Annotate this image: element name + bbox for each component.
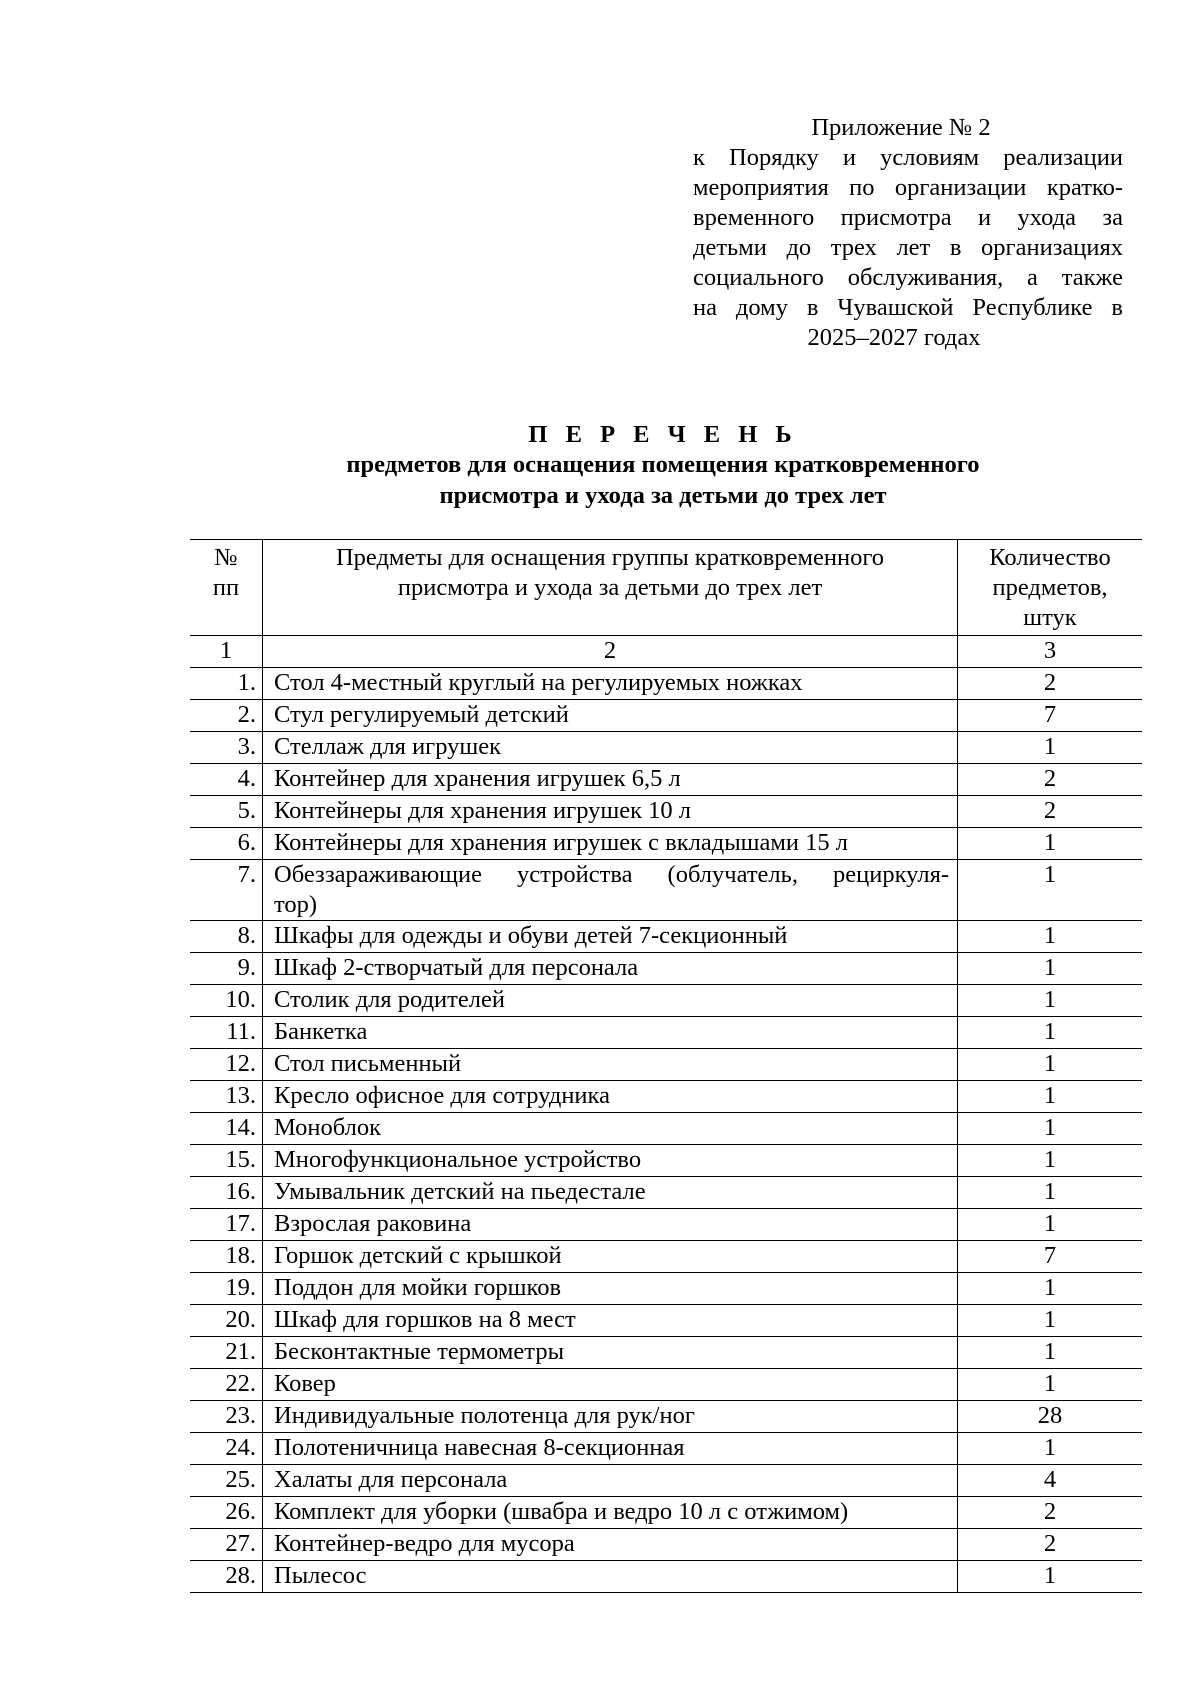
- row-quantity: 1: [958, 1081, 1143, 1113]
- row-number: 21.: [190, 1337, 263, 1369]
- row-quantity: 1: [958, 921, 1143, 953]
- row-item: Столик для родителей: [263, 985, 958, 1017]
- row-number: 18.: [190, 1241, 263, 1273]
- row-item: Стол письменный: [263, 1049, 958, 1081]
- row-item: Банкетка: [263, 1017, 958, 1049]
- document-title: П Е Р Е Ч Е Н Ь: [528, 421, 798, 448]
- row-quantity: 1: [958, 1369, 1143, 1401]
- table-row: [190, 668, 1142, 700]
- appendix-line: детьми до трех лет в организациях: [693, 234, 1123, 261]
- appendix-block: [693, 113, 1123, 353]
- column-number-row: [190, 636, 1142, 668]
- row-number: 26.: [190, 1497, 263, 1529]
- table-row: [190, 985, 1142, 1017]
- table-row: [190, 953, 1142, 985]
- header-items: Предметы для оснащения группы кратковременного присмотра и ухода за детьми до трех лет: [263, 540, 958, 636]
- row-item: Индивидуальные полотенца для рук/ног: [263, 1401, 958, 1433]
- table-row: [190, 1529, 1142, 1561]
- row-number: 12.: [190, 1049, 263, 1081]
- row-quantity: 1: [958, 1145, 1143, 1177]
- appendix-line: мероприятия по организации кратко-: [693, 174, 1123, 201]
- row-number: 11.: [190, 1017, 263, 1049]
- row-item: Многофункциональное устройство: [263, 1145, 958, 1177]
- table-header-row: [190, 540, 1142, 636]
- row-number: 6.: [190, 828, 263, 860]
- row-quantity: 2: [958, 764, 1143, 796]
- row-number: 23.: [190, 1401, 263, 1433]
- row-quantity: 2: [958, 668, 1143, 700]
- document-subtitle: [190, 449, 1136, 511]
- table-row: [190, 1081, 1142, 1113]
- row-item: [263, 860, 958, 921]
- header-quantity: Количество предметов, штук: [958, 540, 1143, 636]
- row-number: 5.: [190, 796, 263, 828]
- row-quantity: 28: [958, 1401, 1143, 1433]
- table-row: [190, 1305, 1142, 1337]
- row-number: 15.: [190, 1145, 263, 1177]
- table-row: [190, 1273, 1142, 1305]
- table-body: [190, 636, 1142, 1593]
- table-row: [190, 860, 1142, 921]
- row-quantity: 1: [958, 1209, 1143, 1241]
- column-number: 2: [263, 636, 958, 668]
- row-quantity: 1: [958, 1177, 1143, 1209]
- row-quantity: 7: [958, 700, 1143, 732]
- row-quantity: 1: [958, 953, 1143, 985]
- column-number: 1: [190, 636, 263, 668]
- row-item: Контейнер-ведро для мусора: [263, 1529, 958, 1561]
- table-row: [190, 1369, 1142, 1401]
- row-number: 7.: [190, 860, 263, 921]
- appendix-title: Приложение № 2: [811, 114, 991, 141]
- table-row: [190, 1241, 1142, 1273]
- row-quantity: 1: [958, 1049, 1143, 1081]
- row-item-line: Обеззараживающие устройства (облучатель, рециркуля-: [274, 861, 949, 888]
- table-row: [190, 1433, 1142, 1465]
- row-quantity: 1: [958, 1561, 1143, 1593]
- table-row: [190, 1337, 1142, 1369]
- table-row: [190, 764, 1142, 796]
- table-row: [190, 732, 1142, 764]
- row-item: Поддон для мойки горшков: [263, 1273, 958, 1305]
- row-number: 8.: [190, 921, 263, 953]
- row-quantity: 1: [958, 1113, 1143, 1145]
- table-row: [190, 700, 1142, 732]
- table-row: [190, 1017, 1142, 1049]
- row-item: Контейнеры для хранения игрушек с вкладышами 15 л: [263, 828, 958, 860]
- table-row: [190, 1497, 1142, 1529]
- row-item: Полотеничница навесная 8-секционная: [263, 1433, 958, 1465]
- row-item: Стол 4-местный круглый на регулируемых ножках: [263, 668, 958, 700]
- row-quantity: 2: [958, 1497, 1143, 1529]
- row-item: Шкаф для горшков на 8 мест: [263, 1305, 958, 1337]
- row-quantity: 1: [958, 860, 1143, 921]
- table-row: [190, 828, 1142, 860]
- row-number: 2.: [190, 700, 263, 732]
- row-item: Халаты для персонала: [263, 1465, 958, 1497]
- appendix-line: на дому в Чувашской Республике в: [693, 294, 1123, 321]
- row-item: Взрослая раковина: [263, 1209, 958, 1241]
- table-row: [190, 1177, 1142, 1209]
- appendix-line: временного присмотра и ухода за: [693, 204, 1123, 231]
- row-quantity: 1: [958, 1273, 1143, 1305]
- row-item: Бесконтактные термометры: [263, 1337, 958, 1369]
- row-item: Комплект для уборки (швабра и ведро 10 л с отжимом): [263, 1497, 958, 1529]
- appendix-line: социального обслуживания, а также: [693, 264, 1123, 291]
- table-row: [190, 921, 1142, 953]
- row-item: Горшок детский с крышкой: [263, 1241, 958, 1273]
- row-quantity: 1: [958, 1305, 1143, 1337]
- row-quantity: 7: [958, 1241, 1143, 1273]
- row-item: Контейнеры для хранения игрушек 10 л: [263, 796, 958, 828]
- row-number: 1.: [190, 668, 263, 700]
- table-row: [190, 1145, 1142, 1177]
- table-row: [190, 1209, 1142, 1241]
- row-item-line: тор): [274, 891, 318, 918]
- row-number: 16.: [190, 1177, 263, 1209]
- row-quantity: 1: [958, 985, 1143, 1017]
- row-item: Шкафы для одежды и обуви детей 7-секционный: [263, 921, 958, 953]
- row-quantity: 2: [958, 1529, 1143, 1561]
- row-number: 24.: [190, 1433, 263, 1465]
- row-number: 27.: [190, 1529, 263, 1561]
- row-quantity: 4: [958, 1465, 1143, 1497]
- row-quantity: 1: [958, 828, 1143, 860]
- row-item: Моноблок: [263, 1113, 958, 1145]
- table-row: [190, 1465, 1142, 1497]
- row-item: Шкаф 2-створчатый для персонала: [263, 953, 958, 985]
- header-number: № пп: [190, 540, 263, 636]
- row-quantity: 1: [958, 732, 1143, 764]
- row-item: Кресло офисное для сотрудника: [263, 1081, 958, 1113]
- row-item: Умывальник детский на пьедестале: [263, 1177, 958, 1209]
- row-number: 20.: [190, 1305, 263, 1337]
- row-quantity: 1: [958, 1433, 1143, 1465]
- row-number: 4.: [190, 764, 263, 796]
- table-row: [190, 796, 1142, 828]
- row-item: Стул регулируемый детский: [263, 700, 958, 732]
- row-number: 22.: [190, 1369, 263, 1401]
- row-number: 9.: [190, 953, 263, 985]
- appendix-last-line: 2025–2027 годах: [807, 324, 981, 351]
- row-item: Стеллаж для игрушек: [263, 732, 958, 764]
- row-quantity: 1: [958, 1337, 1143, 1369]
- items-table: [190, 539, 1142, 1593]
- appendix-body: [693, 143, 1123, 353]
- subtitle-line-1: предметов для оснащения помещения кратковременного: [346, 451, 980, 478]
- row-item: Ковер: [263, 1369, 958, 1401]
- row-number: 10.: [190, 985, 263, 1017]
- row-number: 19.: [190, 1273, 263, 1305]
- row-quantity: 2: [958, 796, 1143, 828]
- row-number: 25.: [190, 1465, 263, 1497]
- table-row: [190, 1401, 1142, 1433]
- row-quantity: 1: [958, 1017, 1143, 1049]
- row-item: Контейнер для хранения игрушек 6,5 л: [263, 764, 958, 796]
- table-row: [190, 1113, 1142, 1145]
- appendix-line: к Порядку и условиям реализации: [693, 144, 1123, 171]
- subtitle-line-2: присмотра и ухода за детьми до трех лет: [439, 482, 887, 509]
- column-number: 3: [958, 636, 1143, 668]
- row-number: 3.: [190, 732, 263, 764]
- row-item: Пылесос: [263, 1561, 958, 1593]
- row-number: 17.: [190, 1209, 263, 1241]
- row-number: 14.: [190, 1113, 263, 1145]
- table-row: [190, 1561, 1142, 1593]
- row-number: 13.: [190, 1081, 263, 1113]
- row-number: 28.: [190, 1561, 263, 1593]
- table-row: [190, 1049, 1142, 1081]
